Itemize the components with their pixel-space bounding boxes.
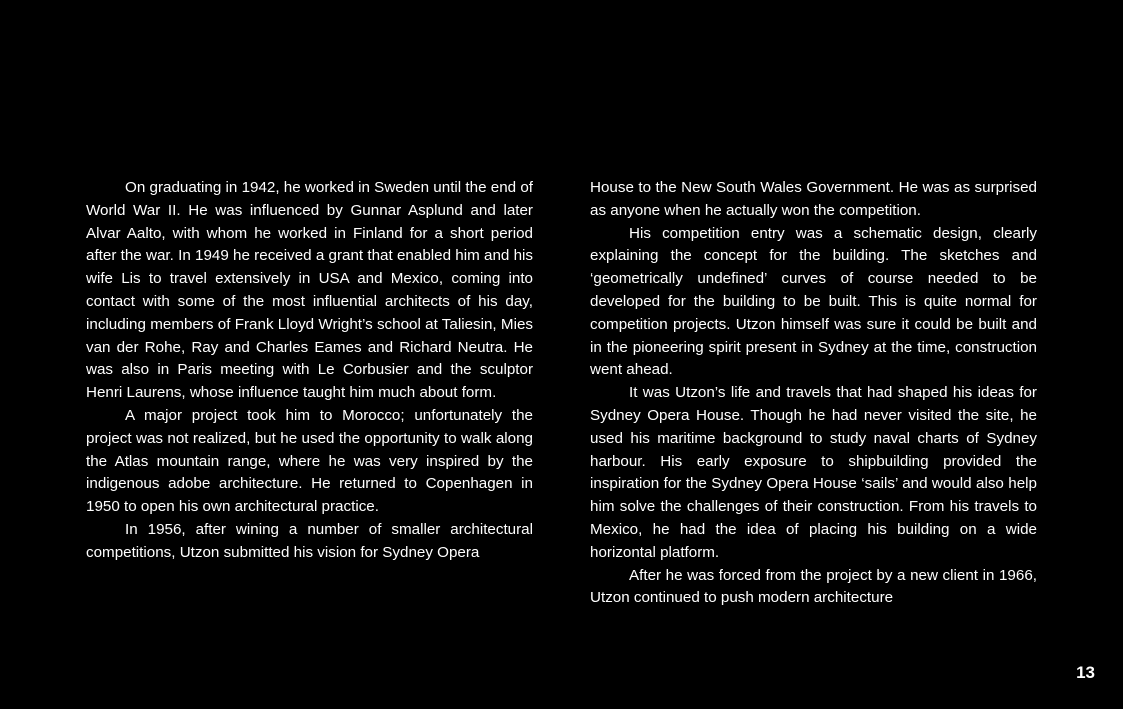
- paragraph: His competition entry was a schematic design, clearly explaining the concept for the building. The sketches and ‘geometrically undefined’ curves of course needed to be developed for the building to be built. This is quite normal for competition projects. Utzon himself was sure it could be built and in the pioneering spirit present in Sydney at the time, construction went ahead.: [590, 224, 1037, 379]
- paragraph-continuation: House to the New South Wales Government. He was as surprised as anyone when he actually won the competition.: [590, 179, 1037, 219]
- left-text-column: [86, 177, 533, 565]
- paragraph: A major project took him to Morocco; unfortunately the project was not realized, but he used the opportunity to walk along the Atlas mountain range, where he was very inspired by the indigenous adobe architecture. He returned to Copenhagen in 1950 to open his own architectural practice.: [86, 406, 533, 516]
- paragraph: It was Utzon’s life and travels that had shaped his ideas for Sydney Opera House. Though he had never visited the site, he used his maritime background to study naval charts of Sydney harbour. His early exposure to shipbuilding provided the inspiration for the Sydney Opera House ‘sails’ and would also help him solve the challenges of their construction. From his travels to Mexico, he had the idea of placing his building on a wide horizontal platform.: [590, 384, 1037, 561]
- paragraph: After he was forced from the project by a new client in 1966, Utzon continued to push modern architecture: [590, 566, 1037, 607]
- paragraph: On graduating in 1942, he worked in Sweden until the end of World War II. He was influenced by Gunnar Asplund and later Alvar Aalto, with whom he worked in Finland for a short period after the war. In 1949 he received a grant that enabled him and his wife Lis to travel extensively in USA and Mexico, coming into contact with some of the most influential architects of his day, including members of Frank Lloyd Wright’s school at Taliesin, Mies van der Rohe, Ray and Charles Eames and Richard Neutra. He was also in Paris meeting with Le Corbusier and the sculptor Henri Laurens, whose influence taught him much about form.: [86, 179, 533, 402]
- right-text-column: [590, 177, 1037, 610]
- paragraph: In 1956, after wining a number of smaller architectural competitions, Utzon submitted his vision for Sydney Opera: [86, 520, 533, 561]
- page-number: 13: [1076, 663, 1095, 682]
